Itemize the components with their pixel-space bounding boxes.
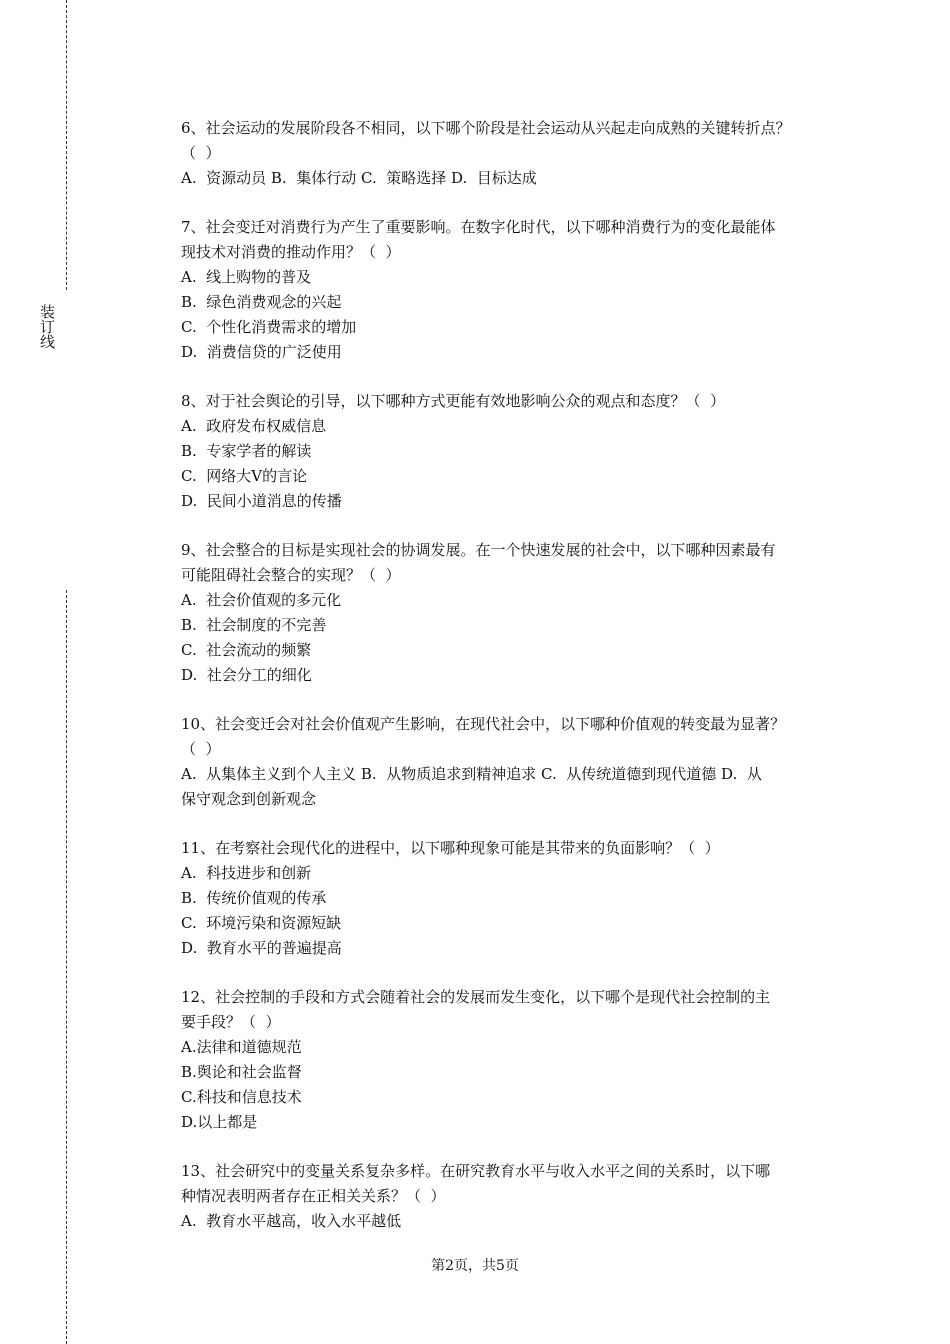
binding-line-top — [66, 0, 67, 290]
answer-option: D. 社会分工的细化 — [181, 666, 312, 684]
answer-option: B.舆论和社会监督 — [181, 1063, 302, 1081]
question-stem-line: 7、社会变迁对消费行为产生了重要影响。在数字化时代，以下哪种消费行为的变化最能体 — [181, 218, 776, 236]
answer-option: A. 从集体主义到个人主义 B. 从物质追求到精神追求 C. 从传统道德到现代道德 D. 从 — [181, 765, 762, 783]
answer-option: B. 绿色消费观念的兴起 — [181, 293, 342, 311]
question-stem-line: 10、社会变迁会对社会价值观产生影响，在现代社会中，以下哪种价值观的转变最为显著？ — [181, 715, 786, 733]
question-block — [181, 985, 846, 1135]
question-block — [181, 1159, 846, 1234]
question-block — [181, 389, 846, 514]
answer-option: A. 线上购物的普及 — [181, 268, 312, 286]
question-stem-line: 6、社会运动的发展阶段各不相同，以下哪个阶段是社会运动从兴起走向成熟的关键转折点？ — [181, 119, 791, 137]
answer-option: C. 个性化消费需求的增加 — [181, 318, 357, 336]
answer-option: B. 传统价值观的传承 — [181, 889, 327, 907]
binding-label: 装订线 — [38, 304, 56, 349]
answer-option: D.以上都是 — [181, 1113, 258, 1131]
answer-option: C. 社会流动的频繁 — [181, 641, 312, 659]
question-block — [181, 712, 846, 812]
question-block — [181, 215, 846, 365]
answer-option: A. 科技进步和创新 — [181, 864, 312, 882]
question-stem-line: （ ） — [181, 144, 221, 162]
answer-option: A.法律和道德规范 — [181, 1038, 302, 1056]
question-stem-line: 12、社会控制的手段和方式会随着社会的发展而发生变化，以下哪个是现代社会控制的主 — [181, 988, 771, 1006]
question-stem-line: 13、社会研究中的变量关系复杂多样。在研究教育水平与收入水平之间的关系时，以下哪 — [181, 1162, 771, 1180]
question-stem-line: 种情况表明两者存在正相关关系？（ ） — [181, 1187, 446, 1205]
page-footer: 第2页，共5页 — [431, 1258, 519, 1274]
answer-option: D. 消费信贷的广泛使用 — [181, 343, 342, 361]
answer-option: A. 教育水平越高，收入水平越低 — [181, 1212, 402, 1230]
question-stem-line: （ ） — [181, 740, 221, 758]
question-stem-line: 11、在考察社会现代化的进程中，以下哪种现象可能是其带来的负面影响？（ ） — [181, 839, 720, 857]
binding-line-bottom — [66, 590, 67, 1344]
question-stem-line: 现技术对消费的推动作用？（ ） — [181, 243, 401, 261]
answer-option: C.科技和信息技术 — [181, 1088, 302, 1106]
answer-option: 保守观念到创新观念 — [181, 790, 317, 808]
question-stem-line: 9、社会整合的目标是实现社会的协调发展。在一个快速发展的社会中，以下哪种因素最有 — [181, 541, 776, 559]
answer-option: D. 教育水平的普遍提高 — [181, 939, 342, 957]
question-stem-line: 要手段？（ ） — [181, 1013, 281, 1031]
question-list — [181, 116, 846, 1258]
question-stem-line: 8、对于社会舆论的引导，以下哪种方式更能有效地影响公众的观点和态度？（ ） — [181, 392, 726, 410]
answer-option: A. 社会价值观的多元化 — [181, 591, 342, 609]
answer-option: C. 网络大V的言论 — [181, 467, 308, 485]
answer-option: A. 资源动员 B. 集体行动 C. 策略选择 D. 目标达成 — [181, 169, 537, 187]
question-block — [181, 116, 846, 191]
answer-option: B. 专家学者的解读 — [181, 442, 312, 460]
answer-option: B. 社会制度的不完善 — [181, 616, 327, 634]
answer-option: A. 政府发布权威信息 — [181, 417, 327, 435]
answer-option: D. 民间小道消息的传播 — [181, 492, 342, 510]
question-block — [181, 836, 846, 961]
answer-option: C. 环境污染和资源短缺 — [181, 914, 342, 932]
question-stem-line: 可能阻碍社会整合的实现？（ ） — [181, 566, 401, 584]
question-block — [181, 538, 846, 688]
